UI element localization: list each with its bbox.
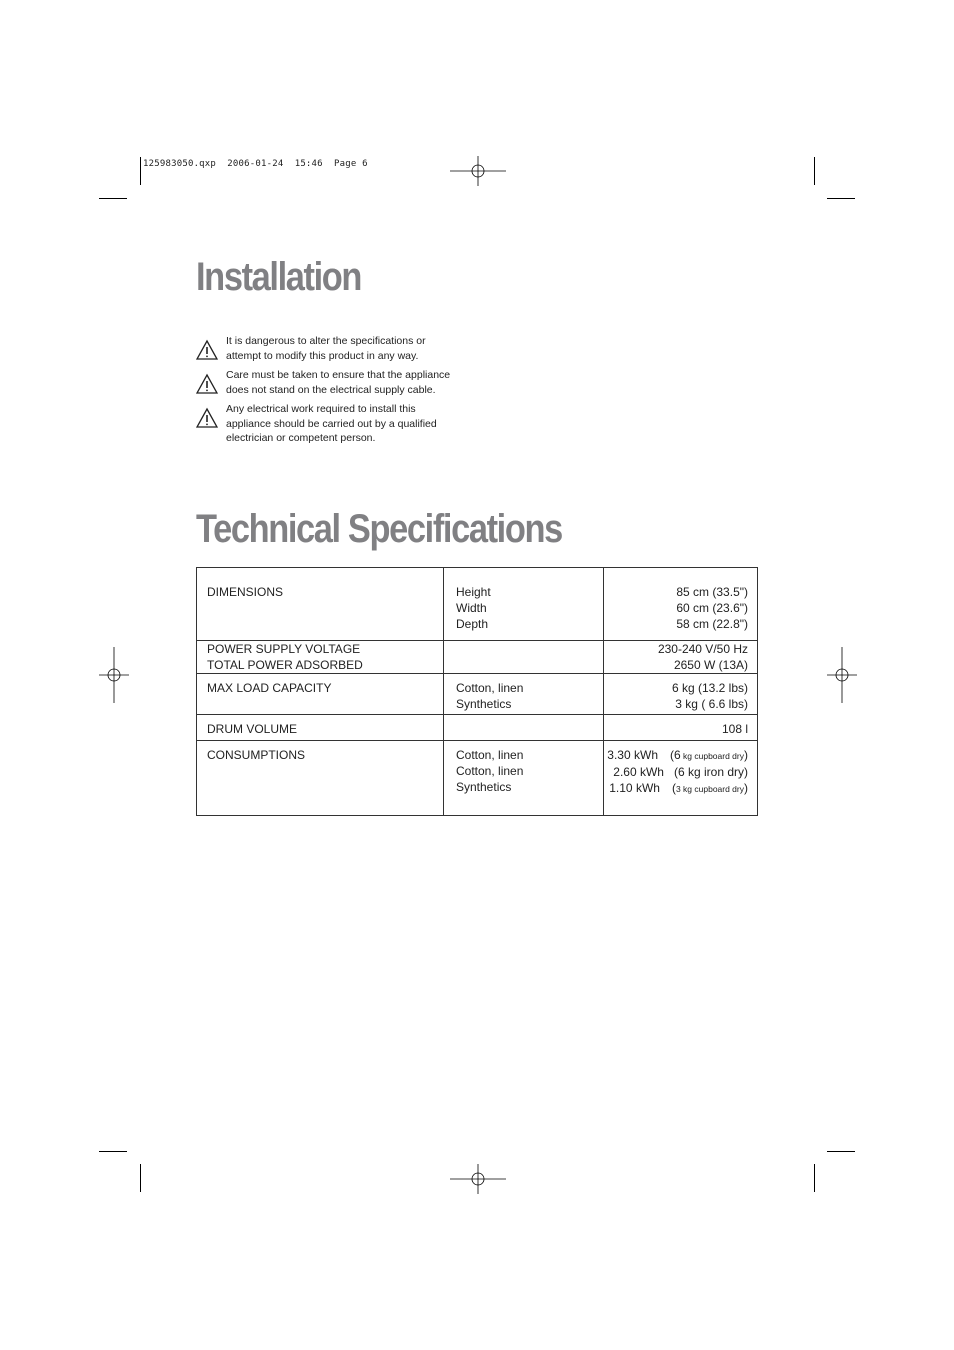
consumption-open: ( [671,781,676,795]
spec-item-cell [444,674,604,715]
installation-title: Installation [196,255,362,299]
spec-label: POWER SUPPLY VOLTAGE [207,642,361,656]
consumption-note: kg iron dry [684,765,744,779]
consumption-note: kg cupboard dry [680,751,744,761]
spec-value: 3 kg ( 6.6 lbs) [675,697,748,711]
consumption-close: ) [744,781,748,795]
table-row [197,715,758,741]
registration-mark-icon [450,156,506,186]
warning-text [226,402,456,446]
spec-label: MAX LOAD CAPACITY [207,681,332,695]
spec-label-cell [197,641,444,674]
warning-item [196,334,496,363]
warning-line: Care must be taken to ensure that the appliance [226,369,451,381]
spec-value: 60 cm (23.6") [676,601,748,615]
warning-line: does not stand on the electrical supply cable. [226,383,436,396]
warning-list [196,334,496,451]
registration-mark-icon [450,1164,506,1194]
table-row [197,568,758,641]
spec-item: Width [456,601,487,615]
spec-value-cell [604,641,758,674]
crop-mark [140,157,141,185]
consumption-kwh: 1.10 kWh [609,781,660,795]
registration-mark-icon [827,647,857,703]
spec-item: Cotton, linen [456,681,524,695]
spec-item-cell [444,641,604,674]
spec-label-cell [197,674,444,715]
consumption-line [604,780,748,797]
spec-value-cell [604,741,758,816]
table-row [197,641,758,674]
consumption-kwh: 3.30 kWh [607,748,658,762]
consumption-open: (6 [673,765,685,779]
spec-value: 58 cm (22.8") [676,617,748,631]
crop-mark [140,1164,141,1192]
warning-triangle-icon [196,373,218,395]
warning-item [196,402,496,446]
warning-line: appliance should be carried out by a qualified [226,417,437,430]
spec-label: CONSUMPTIONS [207,748,306,762]
spec-label: TOTAL POWER ADSORBED [207,658,363,672]
spec-value: 2650 W (13A) [673,658,748,672]
spec-value: 230-240 V/50 Hz [657,642,748,656]
spec-item: Depth [456,617,489,631]
spec-value-cell [604,715,758,741]
warning-triangle-icon [196,339,218,361]
consumption-note: 3 kg cupboard dry [675,784,744,794]
crop-mark [814,1164,815,1192]
consumption-line [604,747,748,764]
spec-label-cell [197,741,444,816]
warning-item [196,368,496,397]
spec-label-cell [197,568,444,641]
consumption-open: (6 [670,748,681,762]
warning-line: It is dangerous to alter the specifications or [226,335,426,347]
spec-value-cell [604,674,758,715]
crop-mark [99,198,127,199]
spec-value: 85 cm (33.5") [676,585,748,599]
warning-line: Any electrical work required to install this [226,403,416,415]
spec-item-cell [444,568,604,641]
warning-line: electrician or competent person. [226,432,376,444]
specifications-table [196,567,758,816]
consumption-line [604,764,748,780]
table-row [197,741,758,816]
spec-value-cell [604,568,758,641]
crop-mark [827,1151,855,1152]
spec-item-cell [444,741,604,816]
specifications-title: Technical Specifications [196,507,562,551]
consumption-close: ) [744,748,748,762]
warning-text [226,334,456,363]
crop-mark [99,1151,127,1152]
consumption-close: ) [744,765,748,779]
warning-triangle-icon [196,407,218,429]
spec-item: Synthetics [456,697,512,711]
spec-value: 108 l [721,722,748,736]
warning-text [226,368,456,397]
warning-line: attempt to modify this product in any way. [226,349,419,362]
spec-label: DIMENSIONS [207,585,284,599]
spec-item: Cotton, linen [456,764,524,778]
table-row [197,674,758,715]
spec-value: 6 kg (13.2 lbs) [671,681,748,695]
spec-item: Height [456,585,491,599]
registration-mark-icon [99,647,129,703]
spec-item: Cotton, linen [456,748,524,762]
spec-label-cell [197,715,444,741]
spec-label: DRUM VOLUME [207,722,298,736]
spec-item: Synthetics [456,780,512,794]
spec-item-cell [444,715,604,741]
file-slug: 125983050.qxp 2006-01-24 15:46 Page 6 [143,159,368,169]
crop-mark [814,157,815,185]
crop-mark [827,198,855,199]
consumption-kwh: 2.60 kWh [613,765,664,779]
